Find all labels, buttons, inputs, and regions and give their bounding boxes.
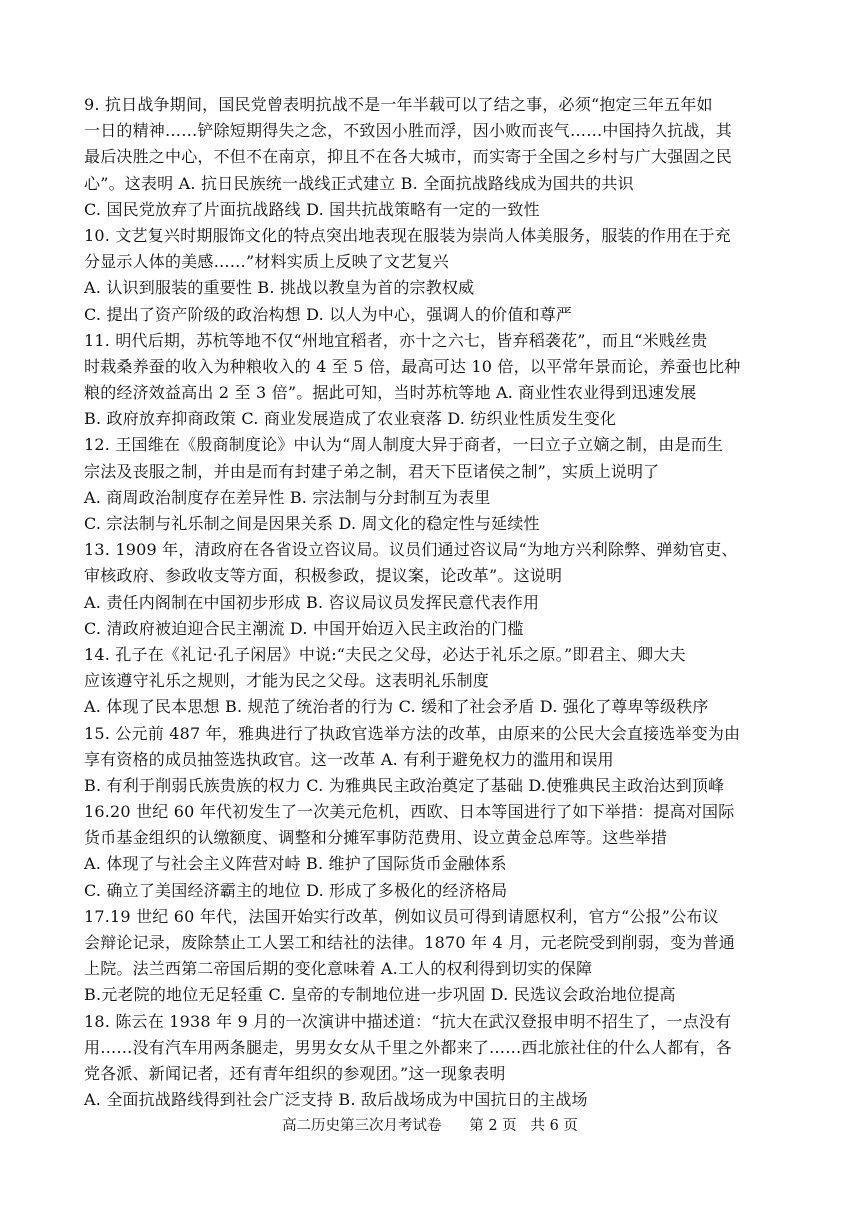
text-line: 审核政府、参政收支等方面，积极参政，提议案，论改革”。这说明 (84, 566, 563, 586)
text-line: 货币基金组织的认缴额度、调整和分摊军事防范费用、设立黄金总库等。这些举措 (84, 828, 668, 848)
text-line: 11. 明代后期，苏杭等地不仅“州地宜稻者，亦十之六七，皆弃稻袭花”，而且“米贱丝贵 (84, 330, 708, 350)
text-line: 宗法及丧服之制，并由是而有封建子弟之制，君天下臣诸侯之制”，实质上说明了 (84, 461, 660, 481)
text-line: C. 确立了美国经济霸主的地位 D. 形成了多极化的经济格局 (84, 880, 508, 900)
text-line: 13. 1909 年，清政府在各省设立咨议局。议员们通过咨议局“为地方兴利除弊、弹劾官吏、 (84, 540, 738, 560)
text-line: B. 政府放弃抑商政策 C. 商业发展造成了农业衰落 D. 纺织业性质发生变化 (84, 409, 617, 429)
text-line: 最后决胜之中心，不但不在南京，抑且不在各大城市，而实寄于全国之乡村与广大强固之民 (84, 147, 733, 167)
text-line: 15. 公元前 487 年，雅典进行了执政官选举方法的改革，由原来的公民大会直接选举变为由 (84, 723, 741, 743)
text-line: C. 提出了资产阶级的政治构想 D. 以人为中心，强调人的价值和尊严 (84, 304, 573, 324)
text-line: C. 国民党放弃了片面抗战路线 D. 国共抗战策略有一定的一致性 (84, 199, 540, 219)
text-line: A. 体现了民本思想 B. 规范了统治者的行为 C. 缓和了社会矛盾 D. 强化了尊卑等级秩序 (84, 697, 709, 717)
text-line: 17.19 世纪 60 年代，法国开始实行改革，例如议员可得到请愿权利，官方“公报”公布议 (84, 906, 719, 926)
text-line: 时栽桑养蚕的收入为种粮收入的 4 至 5 倍，最高可达 10 倍，以平常年景而论，养蚕也比种 (84, 356, 741, 376)
text-line: 享有资格的成员抽签选执政官。这一改革 A. 有利于避免权力的滥用和误用 (84, 749, 614, 769)
text-line: A. 责任内阁制在中国初步形成 B. 咨议局议员发挥民意代表作用 (84, 592, 540, 612)
text-line: 18. 陈云在 1938 年 9 月的一次演讲中描述道：“抗大在武汉登报申明不招生了，一点没有 (84, 1011, 732, 1031)
text-line: A. 体现了与社会主义阵营对峙 B. 维护了国际货币金融体系 (84, 854, 507, 874)
page-footer: 高二历史第三次月考试卷 第 2 页 共 6 页 (282, 1118, 578, 1134)
text-line: A. 商周政治制度存在差异性 B. 宗法制与分封制互为表里 (84, 487, 491, 507)
text-line: 分显示人体的美感……”材料实质上反映了文艺复兴 (84, 252, 449, 272)
text-line: 上院。法兰西第二帝国后期的变化意味着 A.工人的权利得到切实的保障 (84, 959, 593, 979)
text-line: 16.20 世纪 60 年代初发生了一次美元危机，西欧、日本等国进行了如下举措：提高对国际 (84, 802, 735, 822)
text-line: 粮的经济效益高出 2 至 3 倍”。据此可知，当时苏杭等地 A. 商业性农业得到迅速发展 (84, 383, 697, 403)
question-text-block (84, 92, 784, 1113)
text-line: C. 宗法制与礼乐制之间是因果关系 D. 周文化的稳定性与延续性 (84, 514, 540, 533)
text-line: 用……没有汽车用两条腿走，男男女女从千里之外都来了……西北旅社住的什么人都有，各 (84, 1037, 733, 1057)
text-line: 党各派、新闻记者，还有青年组织的参观团。”这一现象表明 (84, 1063, 506, 1083)
text-line: 9. 抗日战争期间，国民党曾表明抗战不是一年半载可以了结之事，必须“抱定三年五年如 (84, 95, 713, 114)
text-line: 12. 王国维在《殷商制度论》中认为“周人制度大异于商者，一曰立子立嫡之制，由是而生 (84, 435, 724, 455)
text-line: 心”。这表明 A. 抗日民族统一战线正式建立 B. 全面抗战路线成为国共的共识 (84, 173, 634, 193)
text-line: A. 认识到服装的重要性 B. 挑战以教皇为首的宗教权威 (84, 278, 475, 298)
text-line: 一日的精神……铲除短期得失之念，不致因小胜而浮，因小败而丧气……中国持久抗战，其 (84, 121, 733, 141)
text-line: 应该遵守礼乐之规则，才能为民之父母。这表明礼乐制度 (84, 671, 490, 691)
text-line: 会辩论记录，废除禁止工人罢工和结社的法律。1870 年 4 月，元老院受到削弱，变为普通 (84, 933, 735, 952)
text-line: A. 全面抗战路线得到社会广泛支持 B. 敌后战场成为中国抗日的主战场 (84, 1090, 588, 1110)
text-line: B.元老院的地位无足轻重 C. 皇帝的专制地位进一步巩固 D. 民选议会政治地位提高 (84, 985, 676, 1005)
text-line: 14. 孔子在《礼记·孔子闲居》中说:“夫民之父母，必达于礼乐之原。”即君主、卿大夫 (84, 644, 686, 664)
text-line: B. 有利于削弱氏族贵族的权力 C. 为雅典民主政治奠定了基础 D.使雅典民主政治达到顶峰 (84, 775, 725, 795)
text-line: 10. 文艺复兴时期服饰文化的特点突出地表现在服装为崇尚人体美服务，服装的作用在于充 (84, 225, 731, 245)
text-line: C. 清政府被迫迎合民主潮流 D. 中国开始迈入民主政治的门槛 (84, 618, 524, 638)
